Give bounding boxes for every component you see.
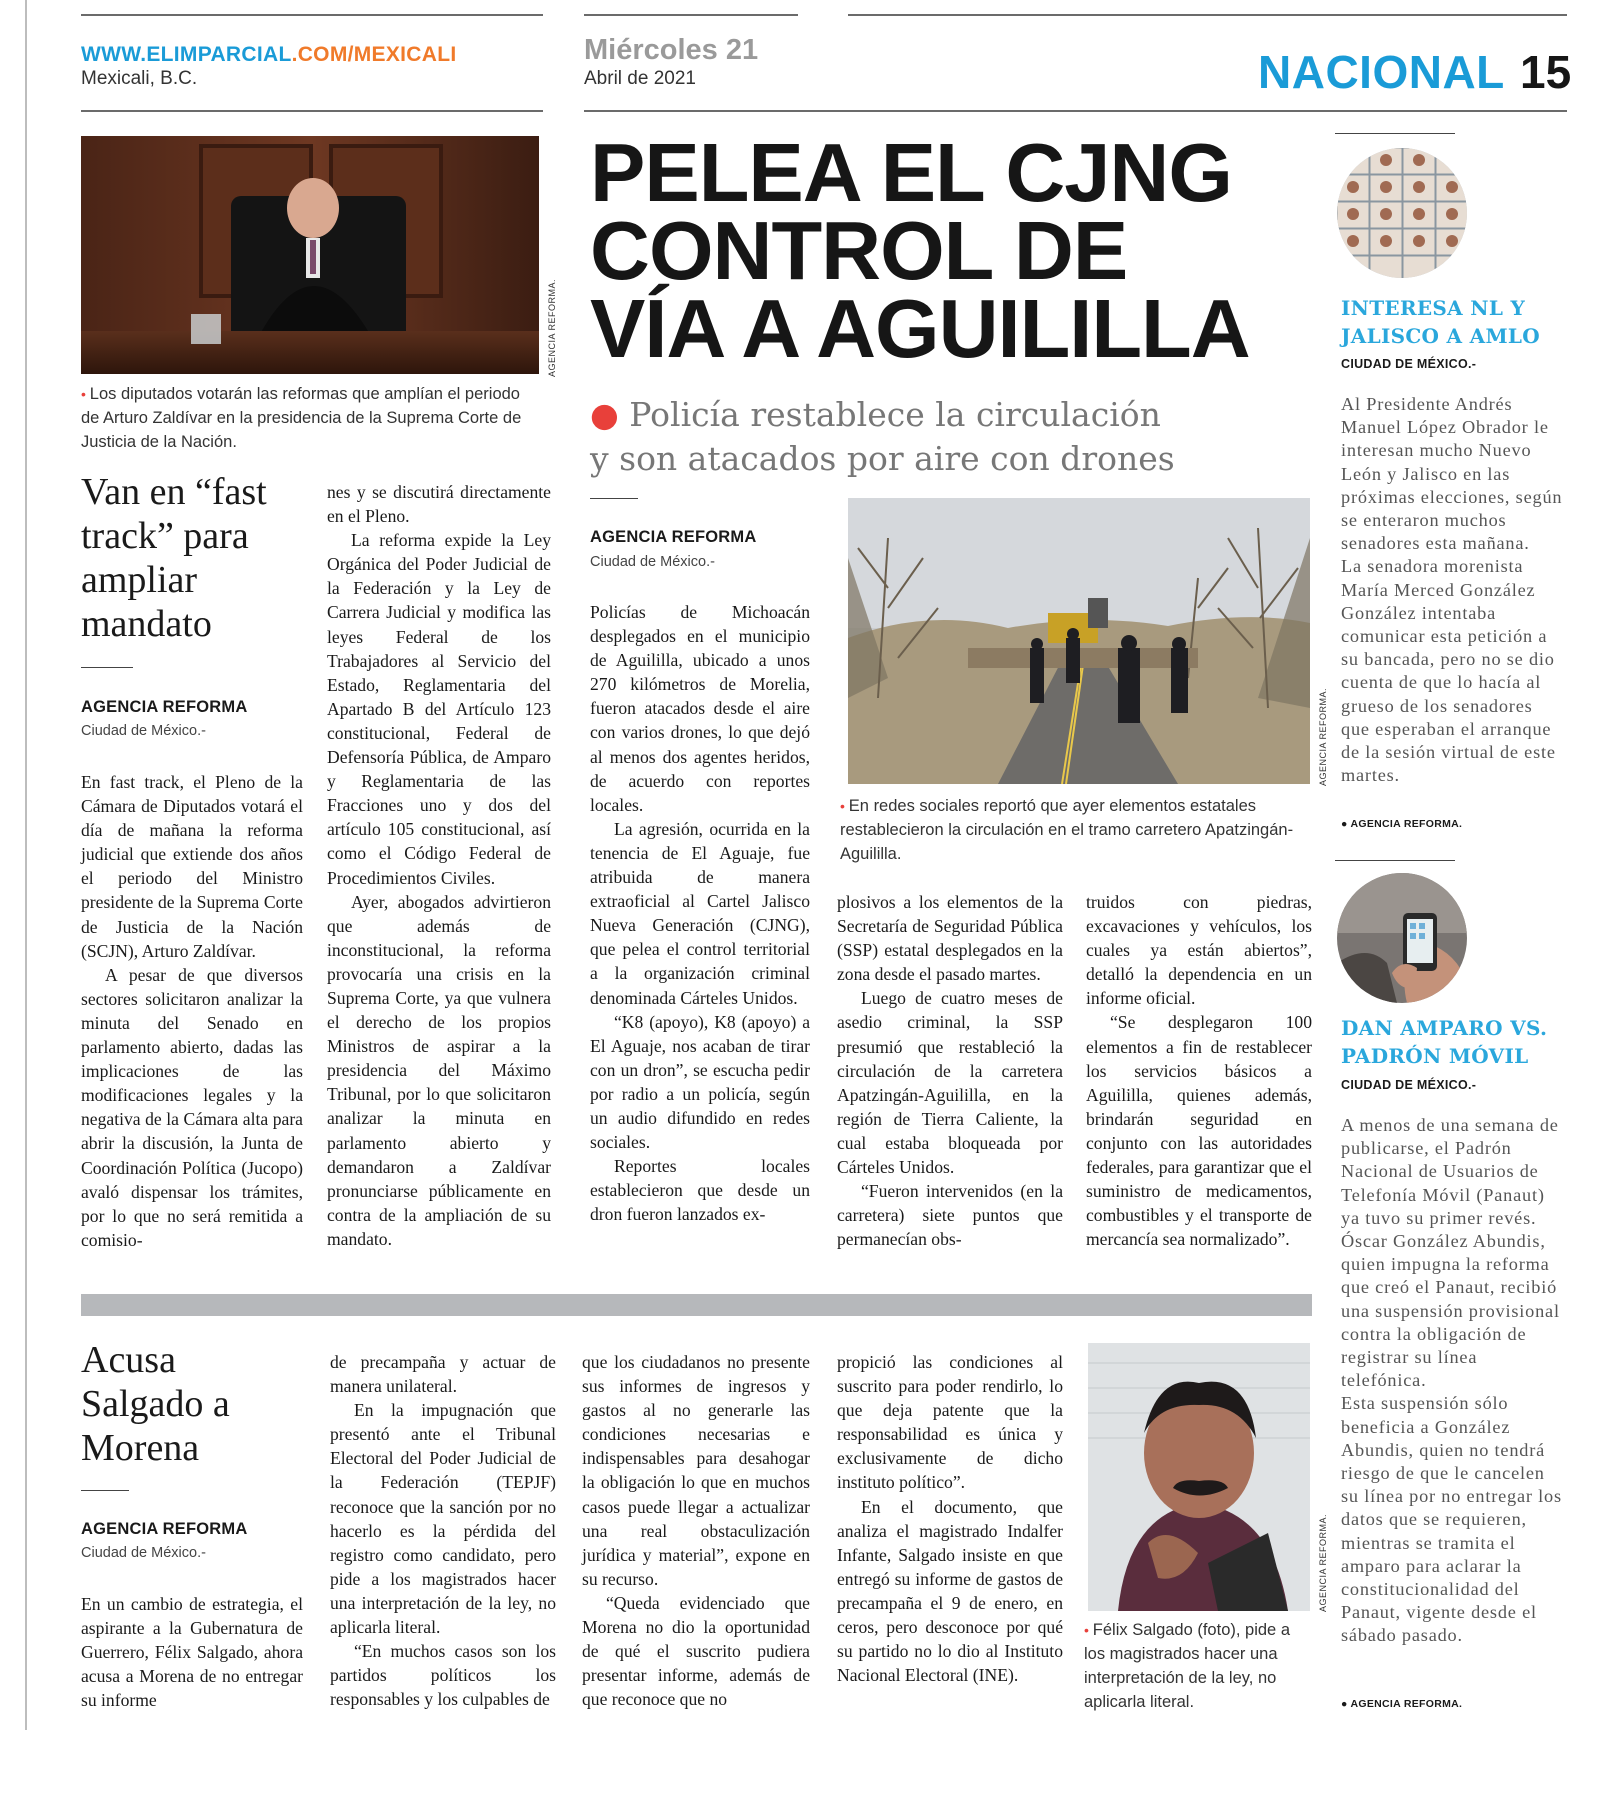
header-rule-right — [848, 14, 1567, 16]
cjng-col1-para: “K8 (apoyo), K8 (apoyo) a El Aguaje, nos acaban de tirar con un dron”, se escucha pedir por radio a un policía, según un audio difundido en redes sociales. — [590, 1011, 810, 1153]
cjng-rule — [590, 498, 638, 499]
salgado-col-1 — [81, 1592, 303, 1712]
cjng-col1-para: Reportes locales establecieron que desde un dron fueron lanzados ex- — [590, 1156, 810, 1225]
sidebar-rule-1 — [1335, 133, 1455, 134]
amlo-title-line-1: INTERESA NL Y — [1341, 296, 1526, 320]
site-url-domain: WWW.ELIMPARCIAL — [81, 43, 292, 66]
deck-bullet: ● — [590, 395, 630, 434]
cjng-col-2 — [837, 890, 1063, 1251]
cjng-col1-para: La agresión, ocurrida en la tenencia de El Aguaje, fue atribuida de manera extraoficial al Cartel Jalisco Nueva Generación (CJNG), que pelea el control territorial a la organización criminal denominada Cárteles Unidos. — [590, 818, 810, 1008]
cjng-headline-line: PELEA EL CJNG — [590, 126, 1232, 219]
salgado-col4-para: En el documento, que analiza el magistrado Indalfer Infante, Salgado insiste en que entregó su informe de gastos de precampaña el 9 de enero, en ceros, pero desconoce por qué su partido no lo dio al Instituto Nacional Electoral (INE). — [837, 1496, 1063, 1686]
zaldivar-city: Ciudad de México.- — [81, 723, 206, 739]
zaldivar-photo-image — [81, 136, 539, 374]
phone-thumbnail-image — [1337, 873, 1467, 1003]
salgado-col2-para: de precampaña y actuar de manera unilateral. — [330, 1352, 556, 1397]
caption-bullet: • — [1084, 1622, 1093, 1638]
panaut-city: CIUDAD DE MÉXICO.- — [1341, 1078, 1477, 1092]
zaldivar-col2-para: La reforma expide la Ley Orgánica del Poder Judicial de la Federación y la Ley de Carrera Judicial y modifica las leyes Federal de los Trabajadores al Servicio del Estado, Reglamentaria del Apartado B del Artículo 123 constitucional, Federal de Defensoría Pública, de Amparo y Reglamentaria de las Fracciones uno y dos del artículo 105 constitucional, así como el Código Federal de Procedimientos Civiles. — [327, 530, 551, 888]
salgado-col4-para: propició las condiciones al suscrito para poder rendirlo, lo que deja patente que la responsabilidad es única y exclusivamente de dicho instituto político”. — [837, 1352, 1063, 1493]
salgado-col-2 — [330, 1350, 556, 1711]
salgado-city: Ciudad de México.- — [81, 1545, 206, 1561]
salgado-col3-para: que los ciudadanos no presente sus informes de ingresos y gastos al no generarle las condiciones necesarias e indispensables para desahogar la obligación lo que en muchos casos puede llegar a actualizar una real obstaculización jurídica y material”, expone en su recurso. — [582, 1352, 810, 1589]
header-date-month: Abril de 2021 — [584, 68, 696, 89]
amlo-title — [1341, 294, 1561, 350]
section-divider-bar — [81, 1294, 1312, 1316]
panaut-agency-text: AGENCIA REFORMA. — [1350, 1698, 1463, 1710]
cjng-headline-line: VÍA A AGUILILLA — [590, 282, 1250, 375]
salgado-photo-image — [1088, 1343, 1310, 1611]
cjng-col2-para: “Fueron intervenidos (en la carretera) siete puntos que permanecían obs- — [837, 1181, 1063, 1250]
amlo-agency — [1341, 818, 1462, 830]
salgado-caption — [1084, 1618, 1314, 1714]
salgado-rule — [81, 1490, 129, 1491]
section-name: NACIONAL — [1258, 46, 1505, 98]
cjng-headline — [590, 126, 1310, 375]
panaut-para: A menos de una semana de publicarse, el Padrón Nacional de Usuarios de Telefonía Móvil (Panaut) ya tuvo su primer revés. — [1341, 1115, 1559, 1228]
cjng-col2-para: Luego de cuatro meses de asedio criminal, la SSP presumió que restableció la circulación de la carretera Apatzingán-Aguililla, en la región de Tierra Caliente, la cual estaba bloqueada por Cárteles Unidos. — [837, 988, 1063, 1178]
agency-bullet: ● — [1341, 818, 1351, 830]
amlo-thumbnail — [1337, 148, 1467, 278]
amlo-para: Al Presidente Andrés Manuel López Obrador le interesan mucho Nuevo León y Jalisco en las próximas elecciones, según se enteraron muchos senadores esta mañana. — [1341, 394, 1563, 554]
zaldivar-photo — [81, 136, 539, 374]
salgado-caption-text: Félix Salgado (foto), pide a los magistrados hacer una interpretación de la ley, no aplicarla literal. — [1084, 1621, 1290, 1711]
zaldivar-headline: Van en “fast track” para ampliar mandato — [81, 471, 267, 645]
zaldivar-col-1 — [81, 770, 303, 1252]
zaldivar-col2-para: Ayer, abogados advirtieron que además de inconstitucional, la reforma provocaría una crisis en la Suprema Corte, ya que vulnera el derecho de los propios Ministros de aspirar a la presidencia del Máximo Tribunal, por lo que solicitaron analizar la minuta en parlamento abierto y demandaron a Zaldívar pronunciarse públicamente en contra de la ampliación de su mandato. — [327, 891, 551, 1249]
header-location: Mexicali, B.C. — [81, 68, 198, 89]
page-edge-rule — [25, 0, 27, 1730]
header-rule-bottom-left — [81, 110, 543, 112]
zaldivar-caption — [81, 382, 537, 454]
aguililla-photo-image — [848, 498, 1310, 784]
cjng-col3-para: “Se desplegaron 100 elementos a fin de restablecer los servicios básicos a Aguililla, quienes además, brindarán seguridad en conjunto con las autoridades federales, para garantizar que el suministro de medicamentos, combustibles y el transporte de mercancía sea normalizado”. — [1086, 1012, 1312, 1250]
panaut-title-line-1: DAN AMPARO VS. — [1341, 1016, 1548, 1040]
zaldivar-col-2 — [327, 480, 551, 1251]
amlo-para: La senadora morenista María Merced González González intentaba comunicar esta petición a su bancada, pero no se dio cuenta de que lo hacía al grueso de los senadores que esperaban el arranque de la sesión virtual de este martes. — [1341, 556, 1556, 786]
panaut-para: Esta suspensión sólo beneficia a González Abundis, quien no tendrá riesgo de que le cancelen su línea por no entregar los datos que se requieren, mientras se tramita el amparo para aclarar la constitucionalidad del Panaut, vigente desde el sábado pasado. — [1341, 1393, 1562, 1646]
page-number: 15 — [1520, 46, 1572, 98]
salgado-col-4 — [837, 1350, 1063, 1687]
cjng-agency: AGENCIA REFORMA — [590, 528, 757, 546]
cjng-col-1 — [590, 600, 810, 1226]
aguililla-caption-text: En redes sociales reportó que ayer elementos estatales restablecieron la circulación en el tramo carretero Apatzingán-Aguililla. — [840, 797, 1294, 863]
amlo-agency-text: AGENCIA REFORMA. — [1350, 818, 1463, 830]
panaut-agency — [1341, 1698, 1462, 1710]
panaut-body — [1341, 1114, 1563, 1648]
zaldivar-col1-para: A pesar de que diversos sectores solicitaron analizar la minuta del Senado en parlamento abierto, dadas las implicaciones de las modificaciones legales y la negativa de la Cámara alta para abrir la discusión, la Junta de Coordinación Política (Jucopo) avaló dispensar los trámites, por lo que no será remitida a comisio- — [81, 964, 303, 1250]
caption-bullet: • — [81, 386, 90, 402]
zaldivar-col1-para: En fast track, el Pleno de la Cámara de Diputados votará el día de mañana la reforma judicial que extiende dos años el periodo del Ministro presidente de la Suprema Corte de Justicia de la Nación (SCJN), Arturo Zaldívar. — [81, 772, 303, 961]
zaldivar-agency: AGENCIA REFORMA — [81, 698, 248, 716]
zaldivar-rule — [81, 667, 133, 668]
cjng-col1-para: Policías de Michoacán desplegados en el municipio de Aguililla, ubicado a unos 270 kilómetros de Morelia, fueron atacados desde el aire con varios drones, lo que dejó al menos dos agentes heridos, de acuerdo con reportes locales. — [590, 602, 810, 815]
header-rule-left — [81, 14, 543, 16]
agency-bullet: ● — [1341, 1698, 1351, 1710]
amlo-title-line-2: JALISCO A AMLO — [1341, 324, 1540, 348]
cjng-deck-text-2: y son atacados por aire con drones — [590, 439, 1175, 478]
panaut-title-line-2: PADRÓN MÓVIL — [1341, 1044, 1529, 1068]
zaldivar-caption-text: Los diputados votarán las reformas que amplían el periodo de Arturo Zaldívar en la presidencia de la Suprema Corte de Justicia de la Nación. — [81, 385, 522, 451]
cjng-deck — [590, 393, 1250, 481]
amlo-body — [1341, 393, 1563, 787]
cjng-col3-para: truidos con piedras, excavaciones y vehículos, los cuales ya están abiertos”, detalló la dependencia en un informe oficial. — [1086, 892, 1312, 1009]
salgado-headline: Acusa Salgado a Morena — [81, 1339, 230, 1469]
salgado-agency: AGENCIA REFORMA — [81, 1520, 248, 1538]
salgado-photo-credit: AGENCIA REFORMA. — [1318, 1513, 1328, 1612]
salgado-col2-para: “En muchos casos son los partidos políticos los responsables y los culpables de — [330, 1641, 556, 1710]
header-rule-center — [584, 14, 798, 16]
panaut-para: Óscar González Abundis, quien impugna la reforma que creó el Panaut, recibió una suspensión provisional contra la obligación de registrar su línea telefónica. — [1341, 1231, 1560, 1391]
site-url-path: .COM/MEXICALI — [291, 43, 457, 66]
cjng-city: Ciudad de México.- — [590, 554, 715, 570]
zaldivar-photo-credit: AGENCIA REFORMA. — [547, 278, 557, 377]
cjng-deck-text-1: Policía restablece la circulación — [629, 395, 1161, 434]
caption-bullet: • — [840, 798, 849, 814]
salgado-col-3 — [582, 1350, 810, 1711]
phone-thumbnail — [1337, 873, 1467, 1003]
amlo-thumbnail-image — [1337, 148, 1467, 278]
salgado-photo — [1088, 1343, 1310, 1611]
salgado-col1-para: En un cambio de estrategia, el aspirante a la Gubernatura de Guerrero, Félix Salgado, ahora acusa a Morena de no entregar su informe — [81, 1594, 303, 1711]
zaldivar-col2-para: nes y se discutirá directamente en el Pleno. — [327, 482, 551, 527]
cjng-col-3 — [1086, 890, 1312, 1251]
header-rule-bottom-right — [584, 110, 1567, 112]
aguililla-caption — [840, 794, 1312, 866]
panaut-title — [1341, 1014, 1561, 1070]
header-date-day: Miércoles 21 — [584, 34, 759, 66]
site-url[interactable] — [81, 43, 456, 67]
sidebar-rule-2 — [1335, 860, 1455, 861]
aguililla-photo — [848, 498, 1310, 784]
cjng-col2-para: plosivos a los elementos de la Secretaría de Seguridad Pública (SSP) estatal desplegados en la zona desde el pasado martes. — [837, 892, 1063, 985]
salgado-col2-para: En la impugnación que presentó ante el Tribunal Electoral del Poder Judicial de la Federación (TEPJF) reconoce que la sanción por no hacerlo es la pérdida del registro como candidato, pero pide a los magistrados hacer una interpretación de la ley, no aplicarla literal. — [330, 1400, 556, 1638]
aguililla-photo-credit: AGENCIA REFORMA. — [1318, 687, 1328, 786]
salgado-col3-para: “Queda evidenciado que Morena no dio la oportunidad de qué el suscrito pudiera presentar informe, además de que reconoce que no — [582, 1592, 810, 1710]
amlo-city: CIUDAD DE MÉXICO.- — [1341, 357, 1477, 371]
cjng-deck-line-1 — [590, 393, 1250, 437]
cjng-headline-line: CONTROL DE — [590, 204, 1128, 297]
